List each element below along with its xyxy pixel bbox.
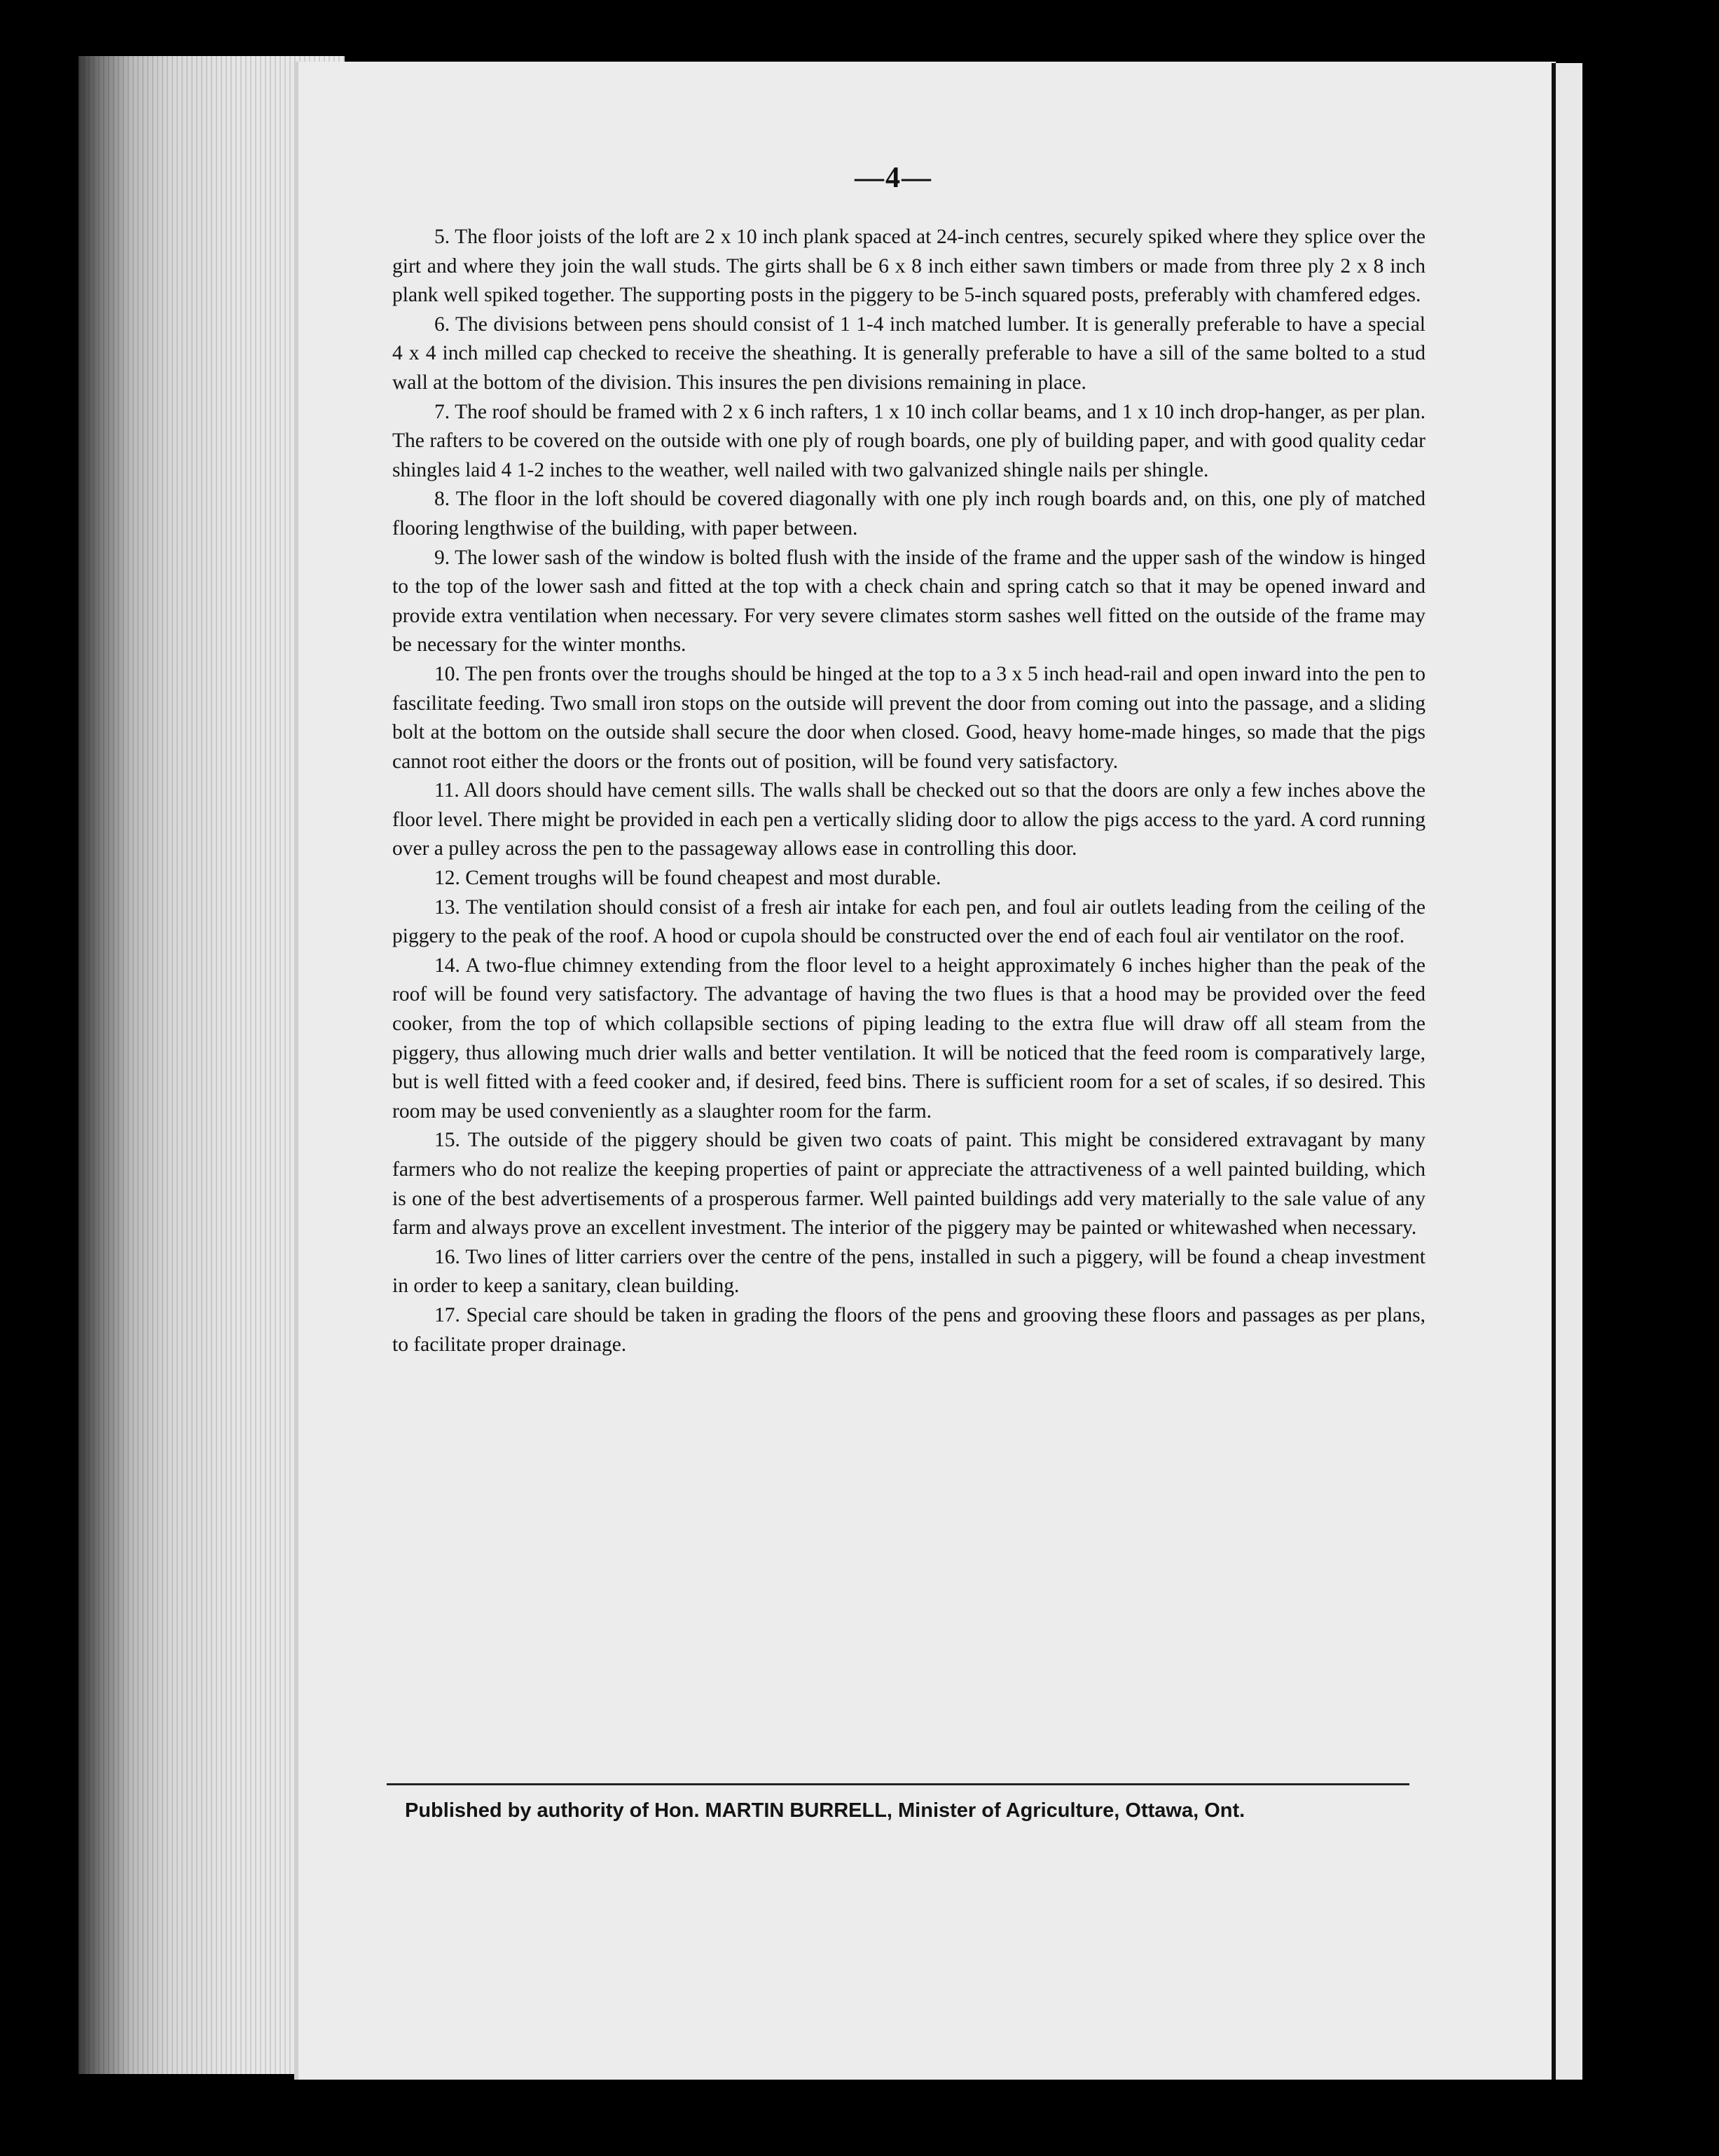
paragraph-5: 5. The floor joists of the loft are 2 x 10 inch plank spaced at 24-inch centres, securely spiked where they splice over the girt and where they join the wall studs. The girts shall be 6 x 8 inch either sawn timbers or made from three ply 2 x 8 inch plank well spiked together. The supporting posts in the piggery to be 5-inch squared posts, preferably with chamfered edges. [392,226,1425,307]
paragraph-10: 10. The pen fronts over the troughs should be hinged at the top to a 3 x 5 inch head-rail and open inward into the pen to fascilitate feeding. Two small iron stops on the outside will prevent the door from coming out into the passage, and a sliding bolt at the bottom on the outside shall secure the door when closed. Good, heavy home-made hinges, so made that the pigs cannot root either the doors or the fronts out of position, will be found very satisfactory. [392,662,1425,773]
paragraph-12: 12. Cement troughs will be found cheapest and most durable. [434,867,941,890]
paragraph-11: 11. All doors should have cement sills. The walls shall be checked out so that the doors are only a few inches above the floor level. There might be provided in each pen a vertically sliding door to allow the pigs access to the yard. A cord running over a pulley across the pen to the passageway allows ease in controlling this door. [392,779,1425,860]
facing-page-edge [1552,63,1582,2080]
publisher-footer: Published by authority of Hon. MARTIN BURRELL, Minister of Agriculture, Ottawa, Ont. [405,1799,1245,1822]
paragraph-9: 9. The lower sash of the window is bolted flush with the inside of the frame and the upper sash of the window is hinged to the top of the lower sash and fitted at the top with a check chain and spring catch so that it may be opened inward and provide extra ventilation when necessary. For very severe climates storm sashes well fitted on the outside of the frame may be necessary for the winter months. [392,546,1425,657]
paragraph-8: 8. The floor in the loft should be covered diagonally with one ply inch rough boards and, on this, one ply of matched flooring lengthwise of the building, with paper between. [392,488,1425,540]
footer-rule [387,1783,1409,1785]
paragraph-13: 13. The ventilation should consist of a fresh air intake for each pen, and foul air outlets leading from the ceiling of the piggery to the peak of the roof. A hood or cupola should be constructed over the end of each foul air ventilator on the roof. [392,895,1425,948]
paragraph-17: 17. Special care should be taken in grading the floors of the pens and grooving these floors and passages as per plans, to facilitate proper drainage. [392,1303,1425,1356]
paragraph-6: 6. The divisions between pens should consist of 1 1-4 inch matched lumber. It is generally preferable to have a special 4 x 4 inch milled cap checked to receive the sheathing. It is generally preferable to have a sill of the same bolted to a stud wall at the bottom of the division. This insures the pen divisions remaining in place. [392,313,1425,394]
paragraph-7: 7. The roof should be framed with 2 x 6 inch rafters, 1 x 10 inch collar beams, and 1 x 10 inch drop-hanger, as per plan. The rafters to be covered on the outside with one ply of rough boards, one ply of building paper, and with good quality cedar shingles laid 4 1-2 inches to the weather, well nailed with two galvanized shingle nails per shingle. [392,400,1425,481]
paragraph-16: 16. Two lines of litter carriers over the centre of the pens, installed in such a piggery, will be found a cheap investment in order to keep a sanitary, clean building. [392,1245,1425,1298]
paragraph-14: 14. A two-flue chimney extending from the floor level to a height approximately 6 inches higher than the peak of the roof will be found very satisfactory. The advantage of having the two flues is that a hood may be provided over the feed cooker, from the top of which collapsible sections of piping leading to the extra flue will draw off all steam from the piggery, thus allowing much drier walls and better ventilation. It will be noticed that the feed room is comparatively large, but is well fitted with a feed cooker and, if desired, feed bins. There is sufficient room for a set of scales, if so desired. This room may be used conveniently as a slaughter room for the farm. [392,954,1425,1122]
body-text [392,223,1425,1359]
page-number: —4— [855,162,932,194]
paragraph-15: 15. The outside of the piggery should be given two coats of paint. This might be considered extravagant by many farmers who do not realize the keeping properties of paint or appreciate the attractiveness of a well painted building, which is one of the best advertisements of a prosperous farmer. Well painted buildings add very materially to the sale value of any farm and always prove an excellent investment. The interior of the piggery may be painted or whitewashed when necessary. [392,1129,1425,1240]
